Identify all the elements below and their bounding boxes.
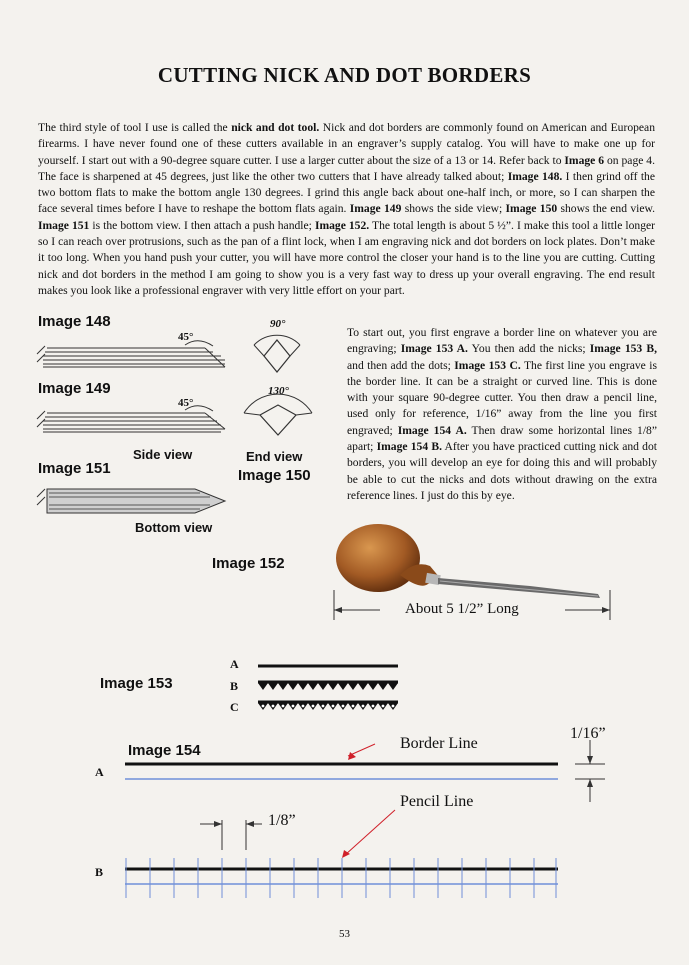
intro-text: shows the end view. bbox=[557, 202, 655, 216]
image-154-b-marker: B bbox=[95, 865, 104, 879]
image-153-label: Image 153 bbox=[100, 675, 173, 692]
instruction-text: To start out, you first engrave a border line on whatever you are engraving; bbox=[347, 326, 657, 356]
intro-bold: Image 152. bbox=[314, 218, 370, 232]
page-title: CUTTING NICK AND DOT BORDERS bbox=[157, 63, 532, 87]
border-sample-a bbox=[258, 663, 398, 669]
sixteenth-dimension-label: 1/16” bbox=[570, 725, 606, 742]
instruction-text: The first line you engrave is the border line. It can be a straight or curved line. This is done with your square 90-degree cutter. You then draw a pencil line, used only for reference, 1/16” away from the line you first engraved; bbox=[347, 358, 657, 437]
bottom-view-caption: Bottom view bbox=[135, 520, 213, 535]
image-151-label: Image 151 bbox=[38, 460, 111, 477]
instruction-bold: Image 153 A. bbox=[400, 342, 468, 356]
image-152-label: Image 152 bbox=[212, 555, 285, 572]
pencil-line-label: Pencil Line bbox=[400, 793, 474, 810]
tool-image-151-bottom-view bbox=[35, 483, 235, 523]
eighth-dimension-label: 1/8” bbox=[268, 812, 296, 829]
instruction-bold: Image 154 A. bbox=[397, 423, 467, 437]
intro-bold: Image 149 bbox=[349, 202, 402, 216]
instruction-text: You then add the nicks; bbox=[467, 342, 590, 356]
image-154-a-marker: A bbox=[95, 765, 104, 779]
image-153-c-marker: C bbox=[230, 700, 239, 714]
intro-bold: nick and dot tool. bbox=[231, 121, 320, 134]
intro-text: The total length is about 5 ½”. I make this tool a little longer so I can reach over protrusions, such as the pan of a flint lock, when I am engraving nick and dot borders on lock plates. Don’t make it too long. When you hand push your cutter, you will have more control the closer your hand is to the line you are cutting. Cutting nick and dot borders in the method I am going to show you is a very fast way to dress up your overall engraving. The end result makes you look like a professional engraver with very little effort on your part. bbox=[38, 218, 655, 297]
image-148-label: Image 148 bbox=[38, 313, 111, 330]
image-154-b-lines bbox=[0, 800, 689, 900]
side-view-caption: Side view bbox=[133, 447, 193, 462]
instruction-text: and then add the dots; bbox=[347, 358, 455, 372]
intro-paragraph bbox=[38, 120, 655, 299]
angle-130-label: 130° bbox=[268, 385, 289, 397]
image-149-label: Image 149 bbox=[38, 380, 111, 397]
intro-text: shows the side view; bbox=[401, 202, 506, 216]
instruction-text: After you have practiced cutting nick and dot borders, you will develop an eye for doing this and will probably be able to cut the nicks and dots without drawing on the extra reference lines. I just do this by eye. bbox=[347, 440, 657, 502]
intro-bold: Image 6 bbox=[564, 153, 605, 167]
instruction-bold: Image 153 B, bbox=[589, 342, 658, 356]
image-150-label: Image 150 bbox=[238, 467, 311, 484]
instruction-text: Then draw some horizontal lines 1/8” apart; bbox=[347, 423, 657, 454]
instruction-bold: Image 153 C. bbox=[454, 358, 521, 372]
border-sample-c-dots bbox=[258, 700, 398, 714]
length-label: About 5 1/2” Long bbox=[405, 601, 519, 617]
image-154-label: Image 154 bbox=[128, 742, 201, 759]
tool-image-149-side-view bbox=[35, 405, 235, 445]
intro-text: is the bottom view. I then attach a push handle; bbox=[89, 218, 315, 232]
intro-text: I then grind off the two bottom flats to make the bottom angle 130 degrees. I grind this angle back about one-half inch, or more, so I can sharpen the face several times before I have to reshape the bottom flats again. bbox=[38, 169, 655, 216]
image-153-b-marker: B bbox=[230, 679, 239, 693]
intro-text: Nick and dot borders are commonly found on American and European firearms. I have never found one of these cutters available in an engraver’s supply catalog. You will have to make one up for yourself. I start out with a 90-degree square cutter. I use a larger cutter about the size of a 13 or 14. Refer back to bbox=[38, 121, 655, 167]
end-view-caption: End view bbox=[246, 449, 303, 464]
intro-text: The third style of tool I use is called the bbox=[38, 121, 232, 134]
intro-text: on page 4. The face is sharpened at 45 degrees, just like the other two cutters that I have already talked about; bbox=[38, 153, 656, 183]
intro-bold: Image 150 bbox=[505, 202, 558, 216]
angle-45-label-149: 45° bbox=[178, 397, 194, 409]
border-line-label: Border Line bbox=[400, 735, 478, 752]
angle-90-label: 90° bbox=[270, 318, 286, 330]
instruction-bold: Image 154 B. bbox=[376, 440, 442, 454]
tool-image-148 bbox=[35, 340, 235, 380]
instruction-paragraph bbox=[347, 325, 657, 504]
intro-bold: Image 151 bbox=[38, 218, 90, 232]
intro-bold: Image 148. bbox=[507, 169, 563, 183]
page-number: 53 bbox=[339, 928, 350, 940]
angle-45-label-148: 45° bbox=[178, 331, 194, 343]
image-153-a-marker: A bbox=[230, 657, 239, 671]
border-sample-b-nicks bbox=[258, 680, 398, 692]
